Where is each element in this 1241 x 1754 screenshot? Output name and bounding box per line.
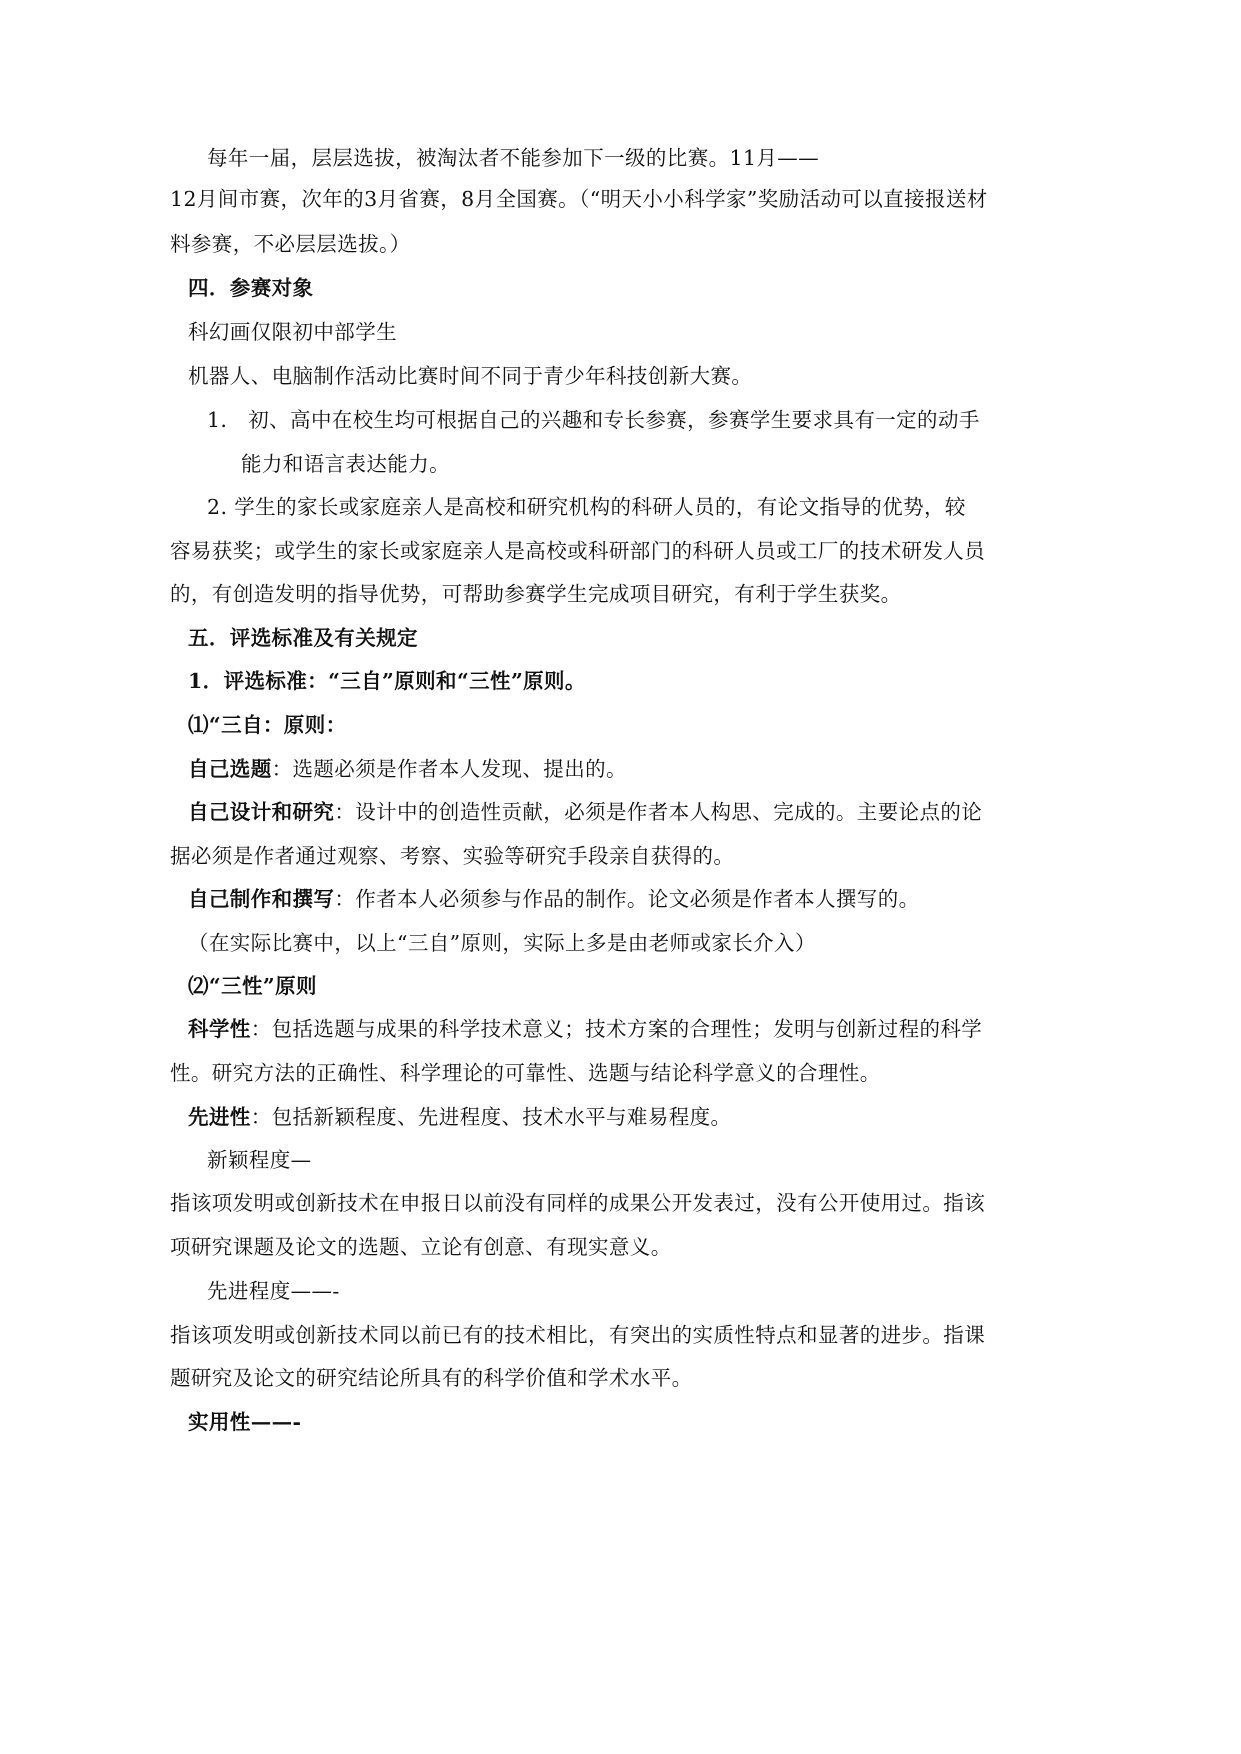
paragraph-line: 指该项发明或创新技术同以前已有的技术相比，有突出的实质性特点和显著的进步。指课: [170, 1323, 986, 1347]
list-item-2: 2. 学生的家长或家庭亲人是高校和研究机构的科研人员的，有论文指导的优势，较: [207, 495, 966, 519]
term-label: 自己制作和撰写: [188, 887, 335, 911]
section-heading-4: 四．参赛对象: [188, 276, 314, 300]
section-heading-5: 五．评选标准及有关规定: [188, 626, 418, 650]
term-text: ：作者本人必须参与作品的制作。论文必须是作者本人撰写的。: [334, 887, 920, 911]
definition-line: [188, 884, 920, 914]
sub-term-title: 新颖程度—: [207, 1148, 312, 1172]
note-line: （在实际比赛中，以上“三自”原则，实际上多是由老师或家长介入）: [188, 931, 816, 955]
term-text: ：设计中的创造性贡献，必须是作者本人构思、完成的。主要论点的论: [334, 800, 983, 824]
paragraph-line: 机器人、电脑制作活动比赛时间不同于青少年科技创新大赛。: [188, 364, 753, 388]
paragraph-line: 性。研究方法的正确性、科学理论的可靠性、选题与结论科学意义的合理性。: [170, 1061, 881, 1085]
term-label: 自己设计和研究: [188, 800, 335, 824]
sub-term-title: 先进程度——-: [207, 1279, 340, 1303]
term-label: 科学性: [188, 1017, 251, 1041]
list-item-1: 1． 初、高中在校生均可根据自己的兴趣和专长参赛，参赛学生要求具有一定的动手: [207, 408, 980, 432]
subheading-criteria: 1．评选标准：“三自”原则和“三性”原则。: [188, 669, 586, 693]
subheading-sanzi: ⑴“三自：原则：: [188, 713, 347, 737]
paragraph-line: 据必须是作者通过观察、考察、实验等研究手段亲自获得的。: [170, 844, 735, 868]
paragraph-line: 料参赛，不必层层选拔。）: [170, 232, 411, 256]
term-label: 自己选题: [188, 757, 272, 781]
term-text: ：选题必须是作者本人发现、提出的。: [271, 757, 627, 781]
subheading-shiyongxing: 实用性——-: [188, 1410, 302, 1434]
list-item-2-cont: 的，有创造发明的指导优势，可帮助参赛学生完成项目研究，有利于学生获奖。: [170, 582, 902, 606]
term-label: 先进性: [188, 1105, 251, 1129]
list-item-2-cont: 容易获奖；或学生的家长或家庭亲人是高校或科研部门的科研人员或工厂的技术研发人员: [170, 539, 986, 563]
definition-line: [188, 1014, 982, 1044]
paragraph-line: 12月间市赛，次年的3月省赛，8月全国赛。（“明天小小科学家”奖励活动可以直接报送材: [170, 187, 988, 211]
paragraph-line: 每年一届，层层选拔，被淘汰者不能参加下一级的比赛。11月——: [207, 146, 820, 170]
paragraph-line: 指该项发明或创新技术在申报日以前没有同样的成果公开发表过，没有公开使用过。指该: [170, 1191, 986, 1215]
list-item-1-cont: 能力和语言表达能力。: [241, 452, 450, 476]
subheading-sanxing: ⑵“三性”原则: [188, 974, 317, 998]
definition-line: [188, 797, 982, 827]
paragraph-line: 题研究及论文的研究结论所具有的科学价值和学术水平。: [170, 1366, 693, 1390]
definition-line: [188, 1102, 731, 1132]
paragraph-line: 科幻画仅限初中部学生: [188, 320, 397, 344]
definition-line: [188, 754, 627, 784]
term-text: ：包括选题与成果的科学技术意义；技术方案的合理性；发明与创新过程的科学: [250, 1017, 983, 1041]
term-text: ：包括新颖程度、先进程度、技术水平与难易程度。: [250, 1105, 732, 1129]
paragraph-line: 项研究课题及论文的选题、立论有创意、有现实意义。: [170, 1235, 672, 1259]
